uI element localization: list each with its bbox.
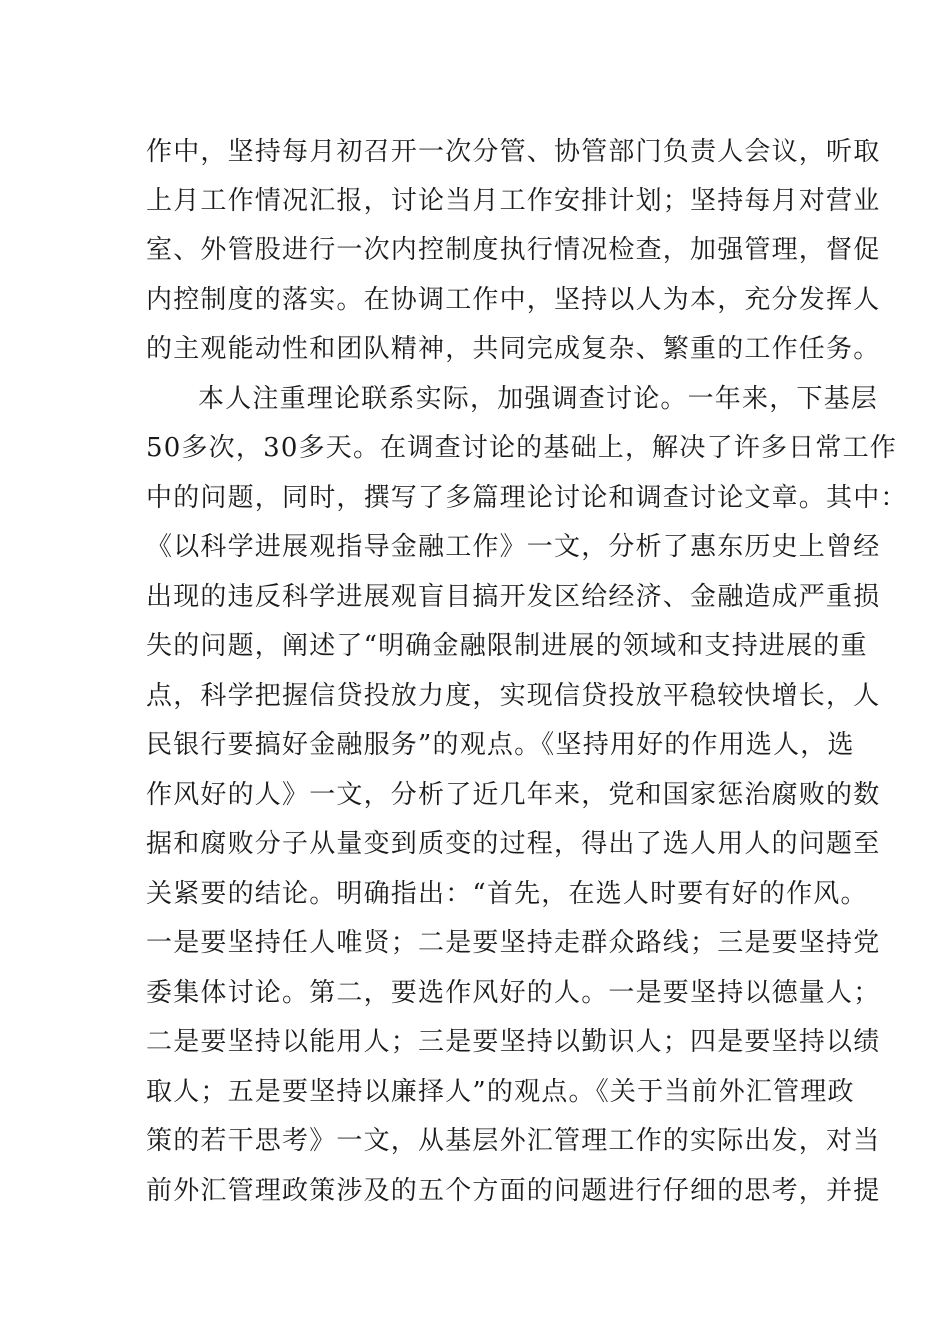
text-line: 失的问题，阐述了“明确金融限制进展的领域和支持进展的重 (146, 631, 868, 661)
text-line: 策的若干思考》一文，从基层外汇管理工作的实际出发，对当 (146, 1126, 881, 1156)
text-line: 内控制度的落实。在协调工作中，坚持以人为本，充分发挥人 (146, 285, 881, 315)
text-line: 室、外管股进行一次内控制度执行情况检查，加强管理，督促 (146, 235, 881, 265)
text-line: 50多次，30多天。在调查讨论的基础上，解决了许多日常工作 (146, 433, 897, 463)
text-line: 据和腐败分子从量变到质变的过程，得出了选人用人的问题至 (146, 829, 881, 859)
text-line: 取人；五是要坚持以廉择人”的观点。《关于当前外汇管理政 (146, 1077, 855, 1107)
text-line: 出现的违反科学进展观盲目搞开发区给经济、金融造成严重损 (146, 582, 881, 612)
text-line: 民银行要搞好金融服务”的观点。《坚持用好的作用选人，选 (146, 730, 855, 760)
text-line: 二是要坚持以能用人；三是要坚持以勤识人；四是要坚持以绩 (146, 1027, 881, 1057)
text-line: 《以科学进展观指导金融工作》一文，分析了惠东历史上曾经 (146, 532, 881, 562)
text-line: 中的问题，同时，撰写了多篇理论讨论和调查讨论文章。其中： (146, 483, 908, 513)
paragraph-first-line: 本人注重理论联系实际，加强调查讨论。一年来，下基层 (198, 384, 879, 414)
text-line: 前外汇管理政策涉及的五个方面的问题进行仔细的思考，并提 (146, 1176, 881, 1206)
text-line: 点，科学把握信贷投放力度，实现信贷投放平稳较快增长，人 (146, 681, 881, 711)
text-line: 作风好的人》一文，分析了近几年来，党和国家惩治腐败的数 (146, 780, 881, 810)
text-line: 委集体讨论。第二，要选作风好的人。一是要坚持以德量人； (146, 978, 881, 1008)
text-line: 一是要坚持任人唯贤；二是要坚持走群众路线；三是要坚持党 (146, 928, 881, 958)
text-line: 关紧要的结论。明确指出：“首先，在选人时要有好的作风。 (146, 879, 868, 909)
text-line: 作中，坚持每月初召开一次分管、协管部门负责人会议，听取 (146, 137, 881, 167)
text-line: 上月工作情况汇报，讨论当月工作安排计划；坚持每月对营业 (146, 186, 881, 216)
text-line: 的主观能动性和团队精神，共同完成复杂、繁重的工作任务。 (146, 334, 881, 364)
